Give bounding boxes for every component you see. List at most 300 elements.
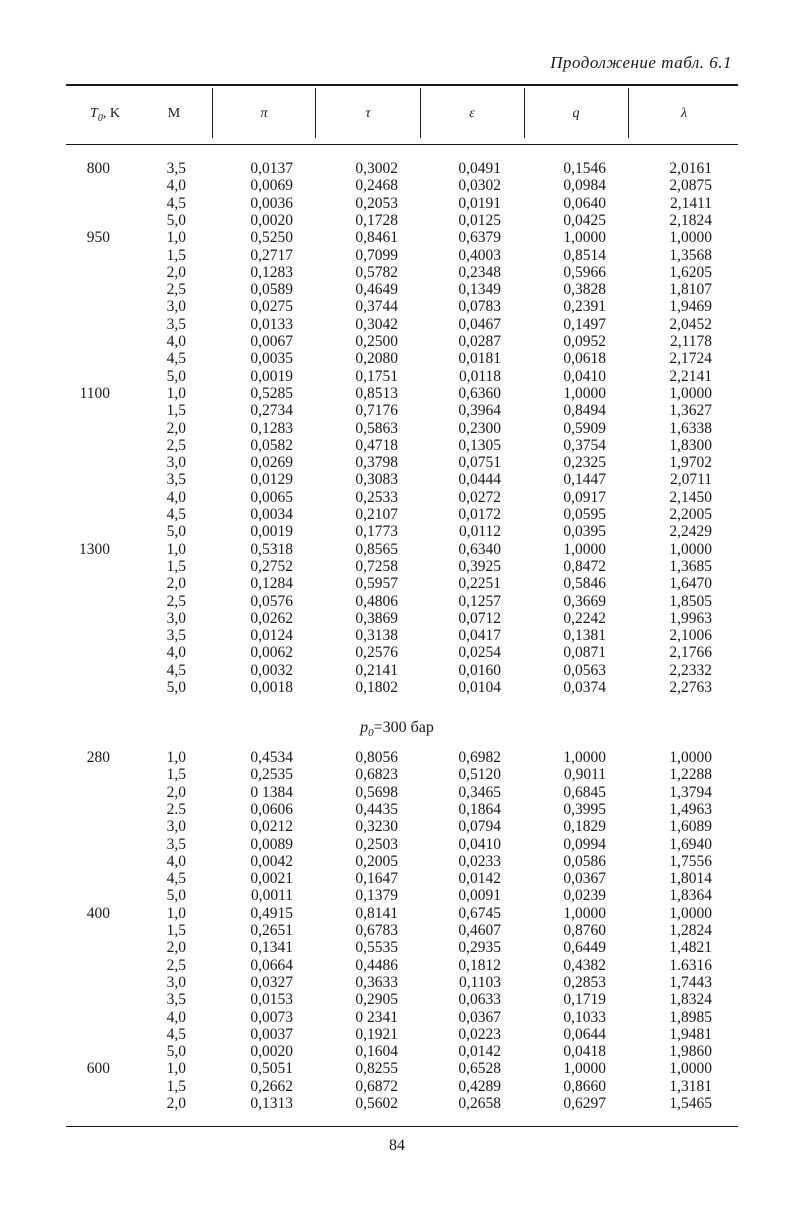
lambda-cell: 1,8985 <box>669 1008 712 1026</box>
lambda-cell: 1,6205 <box>669 263 712 281</box>
pi-cell: 0,1284 <box>250 575 293 593</box>
epsilon-cell: 0,0233 <box>458 852 501 870</box>
m-cell: 4,0 <box>166 488 186 506</box>
m-cell: 3,0 <box>166 609 186 627</box>
epsilon-cell: 0,2300 <box>458 419 501 437</box>
pi-cell: 0,1341 <box>250 939 293 957</box>
epsilon-cell: 0,6745 <box>458 904 501 922</box>
m-cell: 4,5 <box>166 506 186 523</box>
lambda-cell: 1,3685 <box>669 557 712 575</box>
q-cell: 0,0239 <box>563 887 606 905</box>
pi-cell: 0,5285 <box>250 384 293 402</box>
m-cell: 3,0 <box>166 818 186 836</box>
epsilon-cell: 0,2251 <box>458 575 501 593</box>
q-cell: 0,8660 <box>563 1077 606 1095</box>
lambda-cell: 1,9469 <box>669 298 712 316</box>
header-pi: π <box>260 106 268 121</box>
lambda-cell: 1,3181 <box>669 1077 712 1095</box>
m-cell: 2,0 <box>166 1095 186 1112</box>
lambda-cell: 2,1450 <box>669 488 712 506</box>
m-cell: 4,5 <box>166 194 186 212</box>
m-cell: 2,0 <box>166 783 186 801</box>
tau-cell: 0,5863 <box>355 419 398 437</box>
pi-cell: 0,0021 <box>250 870 293 888</box>
m-cell: 3,5 <box>166 160 186 177</box>
tau-cell: 0,5535 <box>355 939 398 957</box>
m-cell: 4,0 <box>166 1008 186 1026</box>
q-cell: 0,8494 <box>563 402 606 420</box>
m-cell: 3,5 <box>166 471 186 489</box>
pi-cell: 0,0019 <box>250 523 293 541</box>
q-cell: 0,0952 <box>563 333 606 350</box>
lambda-cell: 2,0875 <box>669 177 712 195</box>
lambda-cell: 2,1411 <box>669 194 712 212</box>
lambda-cell: 1,8364 <box>669 887 712 905</box>
q-cell: 0,5846 <box>563 575 606 593</box>
q-cell: 0,0871 <box>563 644 606 662</box>
m-cell: 2,5 <box>166 281 186 299</box>
pi-cell: 0,0034 <box>250 506 293 523</box>
q-cell: 1,0000 <box>563 540 606 558</box>
tau-cell: 0,2005 <box>355 852 398 870</box>
m-cell: 1,5 <box>166 246 186 264</box>
epsilon-cell: 0,4289 <box>458 1077 501 1095</box>
epsilon-cell: 0,1864 <box>458 800 501 818</box>
epsilon-cell: 0,0191 <box>458 194 501 212</box>
epsilon-cell: 0,0112 <box>458 523 501 541</box>
t0-cell: 950 <box>86 229 110 247</box>
tau-cell: 0,2576 <box>355 644 398 662</box>
m-cell: 2,0 <box>166 575 186 593</box>
epsilon-cell: 0,0091 <box>458 887 501 905</box>
m-cell: 1,5 <box>166 922 186 939</box>
lambda-cell: 1,3794 <box>669 783 712 801</box>
tau-cell: 0,2500 <box>355 333 398 350</box>
pi-cell: 0,0065 <box>250 488 293 506</box>
pi-cell: 0,5318 <box>250 540 293 558</box>
m-cell: 1,5 <box>166 1077 186 1095</box>
tau-cell: 0,1921 <box>355 1025 398 1043</box>
lambda-cell: 2,2005 <box>669 506 712 523</box>
tau-cell: 0,5602 <box>355 1095 398 1112</box>
lambda-cell: 1,7556 <box>669 852 712 870</box>
pi-cell: 0,1313 <box>250 1095 293 1112</box>
pi-cell: 0,0067 <box>250 333 293 350</box>
m-cell: 1,0 <box>166 1060 186 1078</box>
q-cell: 0,1719 <box>563 991 606 1009</box>
pi-cell: 0,1283 <box>250 419 293 437</box>
lambda-cell: 2,0711 <box>669 471 712 489</box>
pi-cell: 0,0042 <box>250 852 293 870</box>
m-cell: 2.5 <box>166 800 186 818</box>
pi-cell: 0,0032 <box>250 661 293 679</box>
tau-cell: 0,1728 <box>355 211 398 229</box>
tau-cell: 0,2080 <box>355 350 398 368</box>
pi-cell: 0,0327 <box>250 973 293 991</box>
pi-cell: 0,5250 <box>250 229 293 247</box>
tau-cell: 0,3744 <box>355 298 398 316</box>
q-cell: 0,8760 <box>563 922 606 939</box>
lambda-cell: 2,1724 <box>669 350 712 368</box>
epsilon-cell: 0,0104 <box>458 679 501 696</box>
pi-cell: 0,0275 <box>250 298 293 316</box>
pi-cell: 0,0069 <box>250 177 293 195</box>
m-cell: 1,0 <box>166 229 186 247</box>
lambda-cell: 1,4963 <box>669 800 712 818</box>
q-cell: 0,1447 <box>563 471 606 489</box>
epsilon-cell: 0,0125 <box>458 211 501 229</box>
pi-cell: 0,0124 <box>250 627 293 645</box>
lambda-cell: 1.6316 <box>669 956 712 974</box>
tau-cell: 0,4806 <box>355 592 398 610</box>
tau-cell: 0,8565 <box>355 540 398 558</box>
block-2-title: $p_0=300$ бар <box>360 719 434 740</box>
epsilon-cell: 0,0160 <box>458 661 501 679</box>
pi-cell: 0,0129 <box>250 471 293 489</box>
lambda-cell: 1,2824 <box>669 922 712 939</box>
lambda-cell: 1,0000 <box>669 904 712 922</box>
tau-cell: 0,3230 <box>355 818 398 836</box>
pi-cell: 0,0011 <box>250 887 293 905</box>
pi-cell: 0,0606 <box>250 800 293 818</box>
tau-cell: 0 2341 <box>355 1008 398 1026</box>
q-cell: 0,2853 <box>563 973 606 991</box>
tau-cell: 0,5957 <box>355 575 398 593</box>
t0-cell: 1300 <box>79 540 110 558</box>
pi-cell: 0,0269 <box>250 454 293 472</box>
tau-cell: 0,8255 <box>355 1060 398 1078</box>
q-cell: 0,1033 <box>563 1008 606 1026</box>
q-cell: 0,3828 <box>563 281 606 299</box>
m-cell: 3,0 <box>166 298 186 316</box>
pi-cell: 0,2535 <box>250 766 293 784</box>
m-cell: 2,0 <box>166 939 186 957</box>
tau-cell: 0,6872 <box>355 1077 398 1095</box>
q-cell: 0,0410 <box>563 367 606 385</box>
epsilon-cell: 0,0794 <box>458 818 501 836</box>
pi-cell: 0,0037 <box>250 1025 293 1043</box>
epsilon-cell: 0,0410 <box>458 835 501 853</box>
epsilon-cell: 0,0467 <box>458 315 501 333</box>
lambda-cell: 1,8014 <box>669 870 712 888</box>
m-cell: 5,0 <box>166 367 186 385</box>
m-cell: 3,5 <box>166 315 186 333</box>
lambda-cell: 1,3568 <box>669 246 712 264</box>
epsilon-cell: 0,0172 <box>458 506 501 523</box>
q-cell: 0,5966 <box>563 263 606 281</box>
q-cell: 1,0000 <box>563 384 606 402</box>
q-cell: 0,0586 <box>563 852 606 870</box>
m-cell: 4,0 <box>166 644 186 662</box>
pi-cell: 0,2734 <box>250 402 293 420</box>
lambda-cell: 2,2332 <box>669 661 712 679</box>
page-bottom-rule <box>66 1126 738 1127</box>
epsilon-cell: 0,4003 <box>458 246 501 264</box>
m-cell: 4,5 <box>166 661 186 679</box>
pi-cell: 0,0035 <box>250 350 293 368</box>
m-cell: 1,5 <box>166 766 186 784</box>
q-cell: 0,0984 <box>563 177 606 195</box>
column-separator <box>420 88 421 138</box>
epsilon-cell: 0,1305 <box>458 436 501 454</box>
tau-cell: 0,4718 <box>355 436 398 454</box>
q-cell: 0,9011 <box>563 766 606 784</box>
pi-cell: 0,2717 <box>250 246 293 264</box>
m-cell: 1,5 <box>166 557 186 575</box>
lambda-cell: 1,9481 <box>669 1025 712 1043</box>
m-cell: 3,5 <box>166 991 186 1009</box>
tau-cell: 0,2905 <box>355 991 398 1009</box>
lambda-cell: 2,2429 <box>669 523 712 541</box>
epsilon-cell: 0,2935 <box>458 939 501 957</box>
tau-cell: 0,3138 <box>355 627 398 645</box>
q-cell: 0,6297 <box>563 1095 606 1112</box>
m-cell: 4,5 <box>166 350 186 368</box>
t0-cell: 1100 <box>79 384 110 402</box>
lambda-cell: 1,6470 <box>669 575 712 593</box>
epsilon-cell: 0,0142 <box>458 1043 501 1061</box>
epsilon-cell: 0,0142 <box>458 870 501 888</box>
header-m: M <box>167 106 181 121</box>
q-cell: 0,0644 <box>563 1025 606 1043</box>
epsilon-cell: 0,0254 <box>458 644 501 662</box>
pi-cell: 0,4534 <box>250 749 293 766</box>
header-top-rule <box>66 84 738 86</box>
epsilon-cell: 0,3964 <box>458 402 501 420</box>
tau-cell: 0,2503 <box>355 835 398 853</box>
m-cell: 4,0 <box>166 852 186 870</box>
tau-cell: 0,2053 <box>355 194 398 212</box>
q-cell: 0,0994 <box>563 835 606 853</box>
q-cell: 0,3995 <box>563 800 606 818</box>
epsilon-cell: 0,0118 <box>458 367 501 385</box>
lambda-cell: 2,2763 <box>669 679 712 696</box>
pi-cell: 0,0262 <box>250 609 293 627</box>
epsilon-cell: 0,6360 <box>458 384 501 402</box>
tau-cell: 0,2533 <box>355 488 398 506</box>
pi-cell: 0,0212 <box>250 818 293 836</box>
tau-cell: 0,3002 <box>355 160 398 177</box>
tau-cell: 0,2468 <box>355 177 398 195</box>
epsilon-cell: 0,6340 <box>458 540 501 558</box>
q-cell: 0,1546 <box>563 160 606 177</box>
tau-cell: 0,2141 <box>355 661 398 679</box>
column-separator <box>628 88 629 138</box>
m-cell: 3,5 <box>166 835 186 853</box>
q-cell: 0,5909 <box>563 419 606 437</box>
q-cell: 1,0000 <box>563 1060 606 1078</box>
header-bottom-rule <box>66 144 738 145</box>
q-cell: 0,0425 <box>563 211 606 229</box>
tau-cell: 0,2107 <box>355 506 398 523</box>
pi-cell: 0,0020 <box>250 1043 293 1061</box>
m-cell: 1,0 <box>166 384 186 402</box>
epsilon-cell: 0,3465 <box>458 783 501 801</box>
tau-cell: 0,4649 <box>355 281 398 299</box>
q-cell: 0,0618 <box>563 350 606 368</box>
tau-cell: 0,7258 <box>355 557 398 575</box>
m-cell: 5,0 <box>166 211 186 229</box>
pi-cell: 0,0073 <box>250 1008 293 1026</box>
m-cell: 1,0 <box>166 540 186 558</box>
lambda-cell: 1,6940 <box>669 835 712 853</box>
m-cell: 5,0 <box>166 523 186 541</box>
lambda-cell: 1,9963 <box>669 609 712 627</box>
pi-cell: 0,0062 <box>250 644 293 662</box>
lambda-cell: 1,9702 <box>669 454 712 472</box>
lambda-cell: 2,0161 <box>669 160 712 177</box>
q-cell: 0,0395 <box>563 523 606 541</box>
lambda-cell: 1,8300 <box>669 436 712 454</box>
q-cell: 0,4382 <box>563 956 606 974</box>
page-number: 84 <box>389 1137 405 1154</box>
m-cell: 3,0 <box>166 454 186 472</box>
pi-cell: 0,0153 <box>250 991 293 1009</box>
lambda-cell: 1,3627 <box>669 402 712 420</box>
epsilon-cell: 0,0223 <box>458 1025 501 1043</box>
lambda-cell: 2,1824 <box>669 211 712 229</box>
m-cell: 5,0 <box>166 887 186 905</box>
tau-cell: 0,8461 <box>355 229 398 247</box>
lambda-cell: 1,6338 <box>669 419 712 437</box>
pi-cell: 0 1384 <box>250 783 293 801</box>
lambda-cell: 1,8505 <box>669 592 712 610</box>
header-epsilon: ε <box>469 106 475 121</box>
m-cell: 2,5 <box>166 592 186 610</box>
q-cell: 0,0367 <box>563 870 606 888</box>
tau-cell: 0,1647 <box>355 870 398 888</box>
tau-cell: 0,1773 <box>355 523 398 541</box>
epsilon-cell: 0,1812 <box>458 956 501 974</box>
q-cell: 0,1381 <box>563 627 606 645</box>
epsilon-cell: 0,6528 <box>458 1060 501 1078</box>
pi-cell: 0,0664 <box>250 956 293 974</box>
m-cell: 3,5 <box>166 627 186 645</box>
pi-cell: 0,0589 <box>250 281 293 299</box>
tau-cell: 0,4435 <box>355 800 398 818</box>
q-cell: 0,0563 <box>563 661 606 679</box>
epsilon-cell: 0,6379 <box>458 229 501 247</box>
pi-cell: 0,0089 <box>250 835 293 853</box>
epsilon-cell: 0,6982 <box>458 749 501 766</box>
lambda-cell: 1,0000 <box>669 540 712 558</box>
q-cell: 0,0418 <box>563 1043 606 1061</box>
m-cell: 4,5 <box>166 1025 186 1043</box>
t0-cell: 800 <box>86 160 110 177</box>
m-cell: 3,0 <box>166 973 186 991</box>
m-cell: 2,5 <box>166 436 186 454</box>
tau-cell: 0,4486 <box>355 956 398 974</box>
q-cell: 0,0640 <box>563 194 606 212</box>
lambda-cell: 1,7443 <box>669 973 712 991</box>
pi-cell: 0,2651 <box>250 922 293 939</box>
tau-cell: 0,6823 <box>355 766 398 784</box>
m-cell: 5,0 <box>166 1043 186 1061</box>
q-cell: 0,8472 <box>563 557 606 575</box>
tau-cell: 0,7176 <box>355 402 398 420</box>
q-cell: 0,1497 <box>563 315 606 333</box>
lambda-cell: 2,0452 <box>669 315 712 333</box>
epsilon-cell: 0,0417 <box>458 627 501 645</box>
tau-cell: 0,7099 <box>355 246 398 264</box>
q-cell: 1,0000 <box>563 904 606 922</box>
tau-cell: 0,8513 <box>355 384 398 402</box>
tau-cell: 0,1604 <box>355 1043 398 1061</box>
header-q: q <box>572 106 580 121</box>
pi-cell: 0,0019 <box>250 367 293 385</box>
epsilon-cell: 0,1349 <box>458 281 501 299</box>
q-cell: 0,6449 <box>563 939 606 957</box>
epsilon-cell: 0,2658 <box>458 1095 501 1112</box>
q-cell: 0,2325 <box>563 454 606 472</box>
q-cell: 0,3754 <box>563 436 606 454</box>
lambda-cell: 2,1766 <box>669 644 712 662</box>
m-cell: 4,0 <box>166 333 186 350</box>
epsilon-cell: 0,4607 <box>458 922 501 939</box>
lambda-cell: 1,2288 <box>669 766 712 784</box>
tau-cell: 0,1751 <box>355 367 398 385</box>
pi-cell: 0,0137 <box>250 160 293 177</box>
tau-cell: 0,8056 <box>355 749 398 766</box>
lambda-cell: 2,1006 <box>669 627 712 645</box>
q-cell: 1,0000 <box>563 229 606 247</box>
epsilon-cell: 0,0272 <box>458 488 501 506</box>
table-caption: Продолжение табл. 6.1 <box>550 53 732 72</box>
tau-cell: 0,3869 <box>355 609 398 627</box>
epsilon-cell: 0,1257 <box>458 592 501 610</box>
pi-cell: 0,0020 <box>250 211 293 229</box>
q-cell: 0,8514 <box>563 246 606 264</box>
lambda-cell: 1,0000 <box>669 1060 712 1078</box>
m-cell: 4,0 <box>166 177 186 195</box>
header-t0: $T_0$, K <box>90 106 120 124</box>
m-cell: 5,0 <box>166 679 186 696</box>
epsilon-cell: 0,1103 <box>458 973 501 991</box>
pi-cell: 0,0036 <box>250 194 293 212</box>
q-cell: 1,0000 <box>563 749 606 766</box>
lambda-cell: 2,1178 <box>669 333 712 350</box>
q-cell: 0,1829 <box>563 818 606 836</box>
lambda-cell: 1,5465 <box>669 1095 712 1112</box>
epsilon-cell: 0,0783 <box>458 298 501 316</box>
pi-cell: 0,1283 <box>250 263 293 281</box>
m-cell: 2,5 <box>166 956 186 974</box>
header-tau: τ <box>365 106 371 121</box>
tau-cell: 0,3633 <box>355 973 398 991</box>
lambda-cell: 2,2141 <box>669 367 712 385</box>
epsilon-cell: 0,0287 <box>458 333 501 350</box>
pi-cell: 0,0133 <box>250 315 293 333</box>
lambda-cell: 1,0000 <box>669 384 712 402</box>
q-cell: 0,0374 <box>563 679 606 696</box>
epsilon-cell: 0,5120 <box>458 766 501 784</box>
q-cell: 0,2242 <box>563 609 606 627</box>
q-cell: 0,3669 <box>563 592 606 610</box>
q-cell: 0,0595 <box>563 506 606 523</box>
m-cell: 1,5 <box>166 402 186 420</box>
tau-cell: 0,1802 <box>355 679 398 696</box>
column-separator <box>524 88 525 138</box>
pi-cell: 0,0018 <box>250 679 293 696</box>
epsilon-cell: 0,0302 <box>458 177 501 195</box>
m-cell: 1,0 <box>166 904 186 922</box>
lambda-cell: 1,4821 <box>669 939 712 957</box>
pi-cell: 0,5051 <box>250 1060 293 1078</box>
epsilon-cell: 0,3925 <box>458 557 501 575</box>
column-separator <box>315 88 316 138</box>
tau-cell: 0,3042 <box>355 315 398 333</box>
epsilon-cell: 0,0633 <box>458 991 501 1009</box>
